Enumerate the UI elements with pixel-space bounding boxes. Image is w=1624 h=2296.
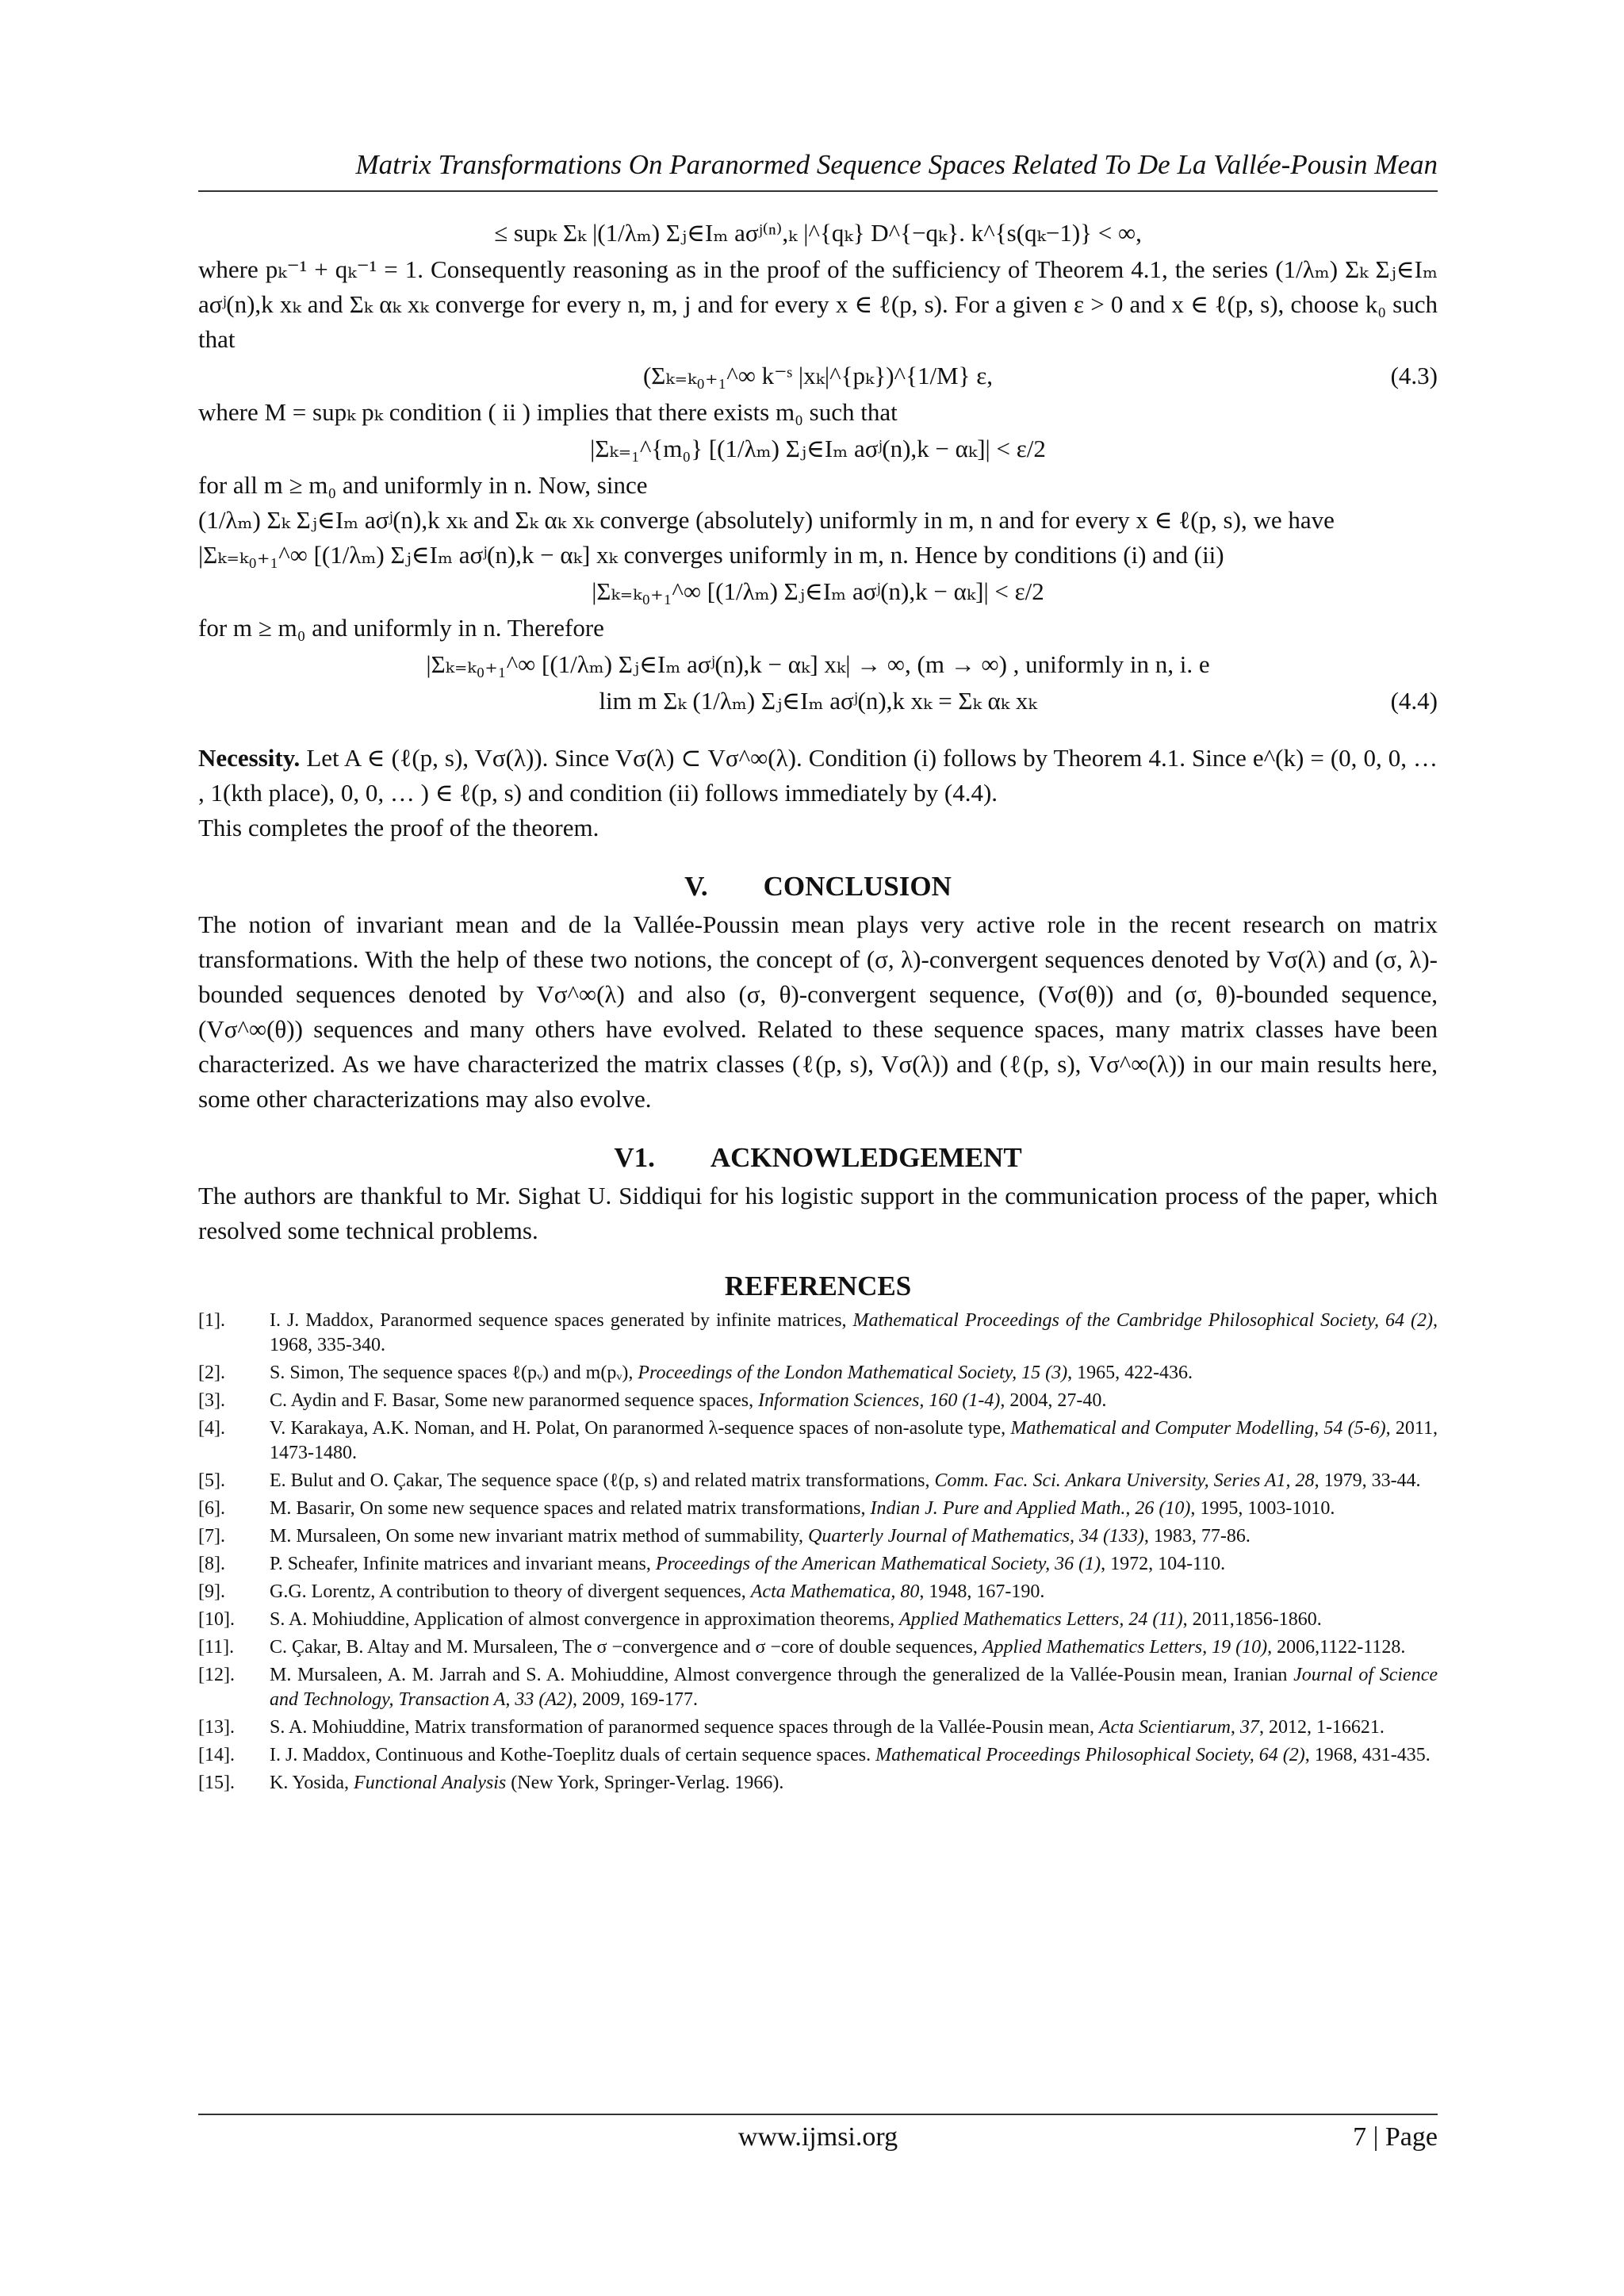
- reference-item: [198, 1635, 1438, 1660]
- equation-tail-bound: |Σₖ₌ₖ₀₊₁^∞ [(1/λₘ) Σⱼ∈Iₘ aσʲ(n),k − αₖ]| < ε/2: [592, 577, 1044, 605]
- reference-details: , 1968, 431-435.: [1304, 1745, 1431, 1765]
- reference-authors-title: S. Simon, The sequence spaces ℓ(pᵥ) and m(pᵥ),: [270, 1363, 638, 1383]
- reference-journal: Quarterly Journal of Mathematics, 34 (133): [807, 1526, 1144, 1547]
- reference-journal: Proceedings of the American Mathematical Society, 36 (1): [655, 1554, 1101, 1574]
- reference-item: [198, 1469, 1438, 1493]
- reference-authors-title: E. Bulut and O. Çakar, The sequence space (ℓ(p, s) and related matrix transformations,: [270, 1470, 935, 1491]
- reference-journal: Functional Analysis: [354, 1773, 507, 1793]
- equation-4-3-body: (Σₖ₌ₖ₀₊₁^∞ k⁻ˢ |xₖ|^{pₖ})^{1/M} ε,: [642, 362, 994, 389]
- reference-authors-title: M. Mursaleen, A. M. Jarrah and S. A. Mohiuddine, Almost convergence through the generalized de la Vallée-Pousin mean, Iranian: [270, 1665, 1294, 1685]
- reference-number: [12].: [198, 1665, 235, 1685]
- reference-details: (New York, Springer-Verlag. 1966).: [506, 1773, 784, 1793]
- references-heading: REFERENCES: [724, 1271, 912, 1301]
- reference-authors-title: M. Basarir, On some new sequence spaces and related matrix transformations,: [270, 1498, 871, 1519]
- reference-journal: Applied Mathematics Letters, 19 (10): [982, 1637, 1268, 1658]
- paragraph-proof-complete: This completes the proof of the theorem.: [198, 814, 599, 841]
- reference-number: [5].: [198, 1470, 225, 1491]
- reference-authors-title: G.G. Lorentz, A contribution to theory of divergent sequences,: [270, 1581, 751, 1602]
- reference-text: [270, 1309, 1438, 1358]
- reference-text: [270, 1389, 1438, 1413]
- reference-authors-title: P. Scheafer, Infinite matrices and invariant means,: [270, 1554, 656, 1574]
- reference-details: , 1972, 104-110.: [1101, 1554, 1226, 1574]
- reference-details: , 2006,1122-1128.: [1267, 1637, 1406, 1658]
- paragraph-sufficiency: where pₖ⁻¹ + qₖ⁻¹ = 1. Consequently reasoning as in the proof of the sufficiency of Theorem 4.1, the series (1/λₘ) Σₖ Σⱼ∈Iₘ aσʲ(n),k xₖ and Σₖ αₖ xₖ converge for every n, m, j and for every x ∈ ℓ(p, s). For a given ε > 0 and x ∈ ℓ(p, s), choose k₀ such that: [198, 255, 1438, 353]
- reference-number: [3].: [198, 1390, 225, 1411]
- reference-number: [15].: [198, 1773, 235, 1793]
- equation-bound: ≤ supₖ Σₖ |(1/λₘ) Σⱼ∈Iₘ aσʲ⁽ⁿ⁾,ₖ |^{qₖ} D^{−qₖ}. k^{s(qₖ−1)} < ∞,: [494, 219, 1142, 247]
- acknowledgement-title: ACKNOWLEDGEMENT: [710, 1142, 1022, 1173]
- conclusion-number: V.: [684, 871, 708, 902]
- reference-journal: Acta Mathematica, 80: [750, 1581, 920, 1602]
- reference-journal: Mathematical and Computer Modelling, 54 (5-6): [1010, 1418, 1386, 1439]
- reference-item: [198, 1309, 1438, 1358]
- acknowledgement-number: V1.: [614, 1142, 655, 1173]
- reference-details: , 1983, 77-86.: [1143, 1526, 1251, 1547]
- reference-text: [270, 1580, 1438, 1604]
- paragraph-converge-absolutely: (1/λₘ) Σₖ Σⱼ∈Iₘ aσʲ(n),k xₖ and Σₖ αₖ xₖ converge (absolutely) uniformly in m, n and for every x ∈ ℓ(p, s), we have: [198, 506, 1335, 534]
- reference-text: [270, 1663, 1438, 1712]
- necessity-text: Let A ∈ (ℓ(p, s), Vσ(λ)). Since Vσ(λ) ⊂ Vσ^∞(λ). Condition (i) follows by Theorem 4.1. Since e^(k) = (0, 0, 0, … , 1(kth place), 0, 0, … ) ∈ ℓ(p, s) and condition (ii) follows immediately by (4.4).: [198, 744, 1438, 807]
- reference-number: [8].: [198, 1554, 225, 1574]
- equation-4-3: [198, 358, 1438, 393]
- paragraph-necessity: [198, 741, 1438, 811]
- reference-details: , 2012, 1-16621.: [1258, 1717, 1385, 1738]
- references-list: [198, 1309, 1438, 1796]
- page-footer: [198, 2122, 1438, 2157]
- reference-details: , 2004, 27-40.: [1000, 1390, 1107, 1411]
- reference-item: [198, 1552, 1438, 1577]
- reference-number: [11].: [198, 1637, 235, 1658]
- reference-number: [6].: [198, 1498, 225, 1519]
- equation-4-4-body: lim m Σₖ (1/λₘ) Σⱼ∈Iₘ aσʲ(n),k xₖ = Σₖ αₖ xₖ: [599, 687, 1037, 715]
- reference-journal: Acta Scientiarum, 37: [1098, 1717, 1259, 1738]
- reference-text: [270, 1497, 1438, 1521]
- reference-number: [4].: [198, 1418, 225, 1439]
- reference-authors-title: S. A. Mohiuddine, Application of almost convergence in approximation theorems,: [270, 1609, 900, 1630]
- reference-number: [10].: [198, 1609, 235, 1630]
- reference-authors-title: I. J. Maddox, Continuous and Kothe-Toeplitz duals of certain sequence spaces.: [270, 1745, 876, 1765]
- paragraph-therefore: for m ≥ m₀ and uniformly in n. Therefore: [198, 614, 604, 642]
- reference-authors-title: C. Aydin and F. Basar, Some new paranormed sequence spaces,: [270, 1390, 759, 1411]
- reference-number: [1].: [198, 1310, 225, 1331]
- reference-number: [2].: [198, 1363, 225, 1383]
- reference-journal: Comm. Fac. Sci. Ankara University, Series A1, 28: [934, 1470, 1315, 1491]
- reference-text: [270, 1715, 1438, 1740]
- equation-limit-statement: |Σₖ₌ₖ₀₊₁^∞ [(1/λₘ) Σⱼ∈Iₘ aσʲ(n),k − αₖ] xₖ| → ∞, (m → ∞) , uniformly in n, i. e: [426, 650, 1210, 678]
- header-rule: [198, 190, 1438, 192]
- reference-authors-title: M. Mursaleen, On some new invariant matrix method of summability,: [270, 1526, 808, 1547]
- reference-number: [13].: [198, 1717, 235, 1738]
- reference-text: [270, 1608, 1438, 1632]
- reference-details: , 1948, 167-190.: [919, 1581, 1045, 1602]
- reference-details: , 2011, 1473-1480.: [270, 1418, 1438, 1463]
- reference-journal: Journal of Science and Technology, Transaction A, 33 (A2): [270, 1665, 1438, 1710]
- reference-journal: Applied Mathematics Letters, 24 (11): [899, 1609, 1183, 1630]
- footer-page-number: 7 | Page: [1353, 2122, 1438, 2152]
- equation-4-4-tag: (4.4): [1390, 687, 1438, 715]
- footer-website[interactable]: www.ijmsi.org: [737, 2122, 898, 2152]
- conclusion-text: The notion of invariant mean and de la Vallée-Poussin mean plays very active role in the recent research on matrix transformations. With the help of these two notions, the concept of (σ, λ)-convergent sequences denoted by Vσ(λ) and (σ, λ)-bounded sequences denoted by Vσ^∞(λ) and also (σ, θ)-convergent sequence, (Vσ(θ)) and (σ, θ)-bounded sequence, (Vσ^∞(θ)) sequences and many others have evolved. Related to these sequence spaces, many matrix classes have been characterized. As we have characterized the matrix classes (ℓ(p, s), Vσ(λ)) and (ℓ(p, s), Vσ^∞(λ)) in our main results here, some other characterizations may also evolve.: [198, 910, 1438, 1113]
- reference-item: [198, 1361, 1438, 1386]
- reference-text: [270, 1635, 1438, 1660]
- reference-journal: Mathematical Proceedings of the Cambridge Philosophical Society, 64 (2): [852, 1310, 1433, 1331]
- reference-authors-title: V. Karakaya, A.K. Noman, and H. Polat, On paranormed λ-sequence spaces of non-asolute type,: [270, 1418, 1011, 1439]
- reference-authors-title: I. J. Maddox, Paranormed sequence spaces generated by infinite matrices,: [270, 1310, 853, 1331]
- reference-journal: Proceedings of the London Mathematical Society, 15 (3): [638, 1363, 1068, 1383]
- reference-text: [270, 1469, 1438, 1493]
- reference-details: , 1979, 33-44.: [1314, 1470, 1421, 1491]
- footer-rule: [198, 2114, 1438, 2115]
- reference-item: [198, 1580, 1438, 1604]
- reference-item: [198, 1715, 1438, 1740]
- equation-4-3-tag: (4.3): [1390, 362, 1438, 389]
- reference-details: , 2011,1856-1860.: [1182, 1609, 1322, 1630]
- reference-item: [198, 1497, 1438, 1521]
- reference-text: [270, 1771, 1438, 1796]
- reference-authors-title: S. A. Mohiuddine, Matrix transformation of paranormed sequence spaces through de la Vallée-Pousin mean,: [270, 1717, 1099, 1738]
- reference-text: [270, 1361, 1438, 1386]
- reference-item: [198, 1608, 1438, 1632]
- reference-number: [14].: [198, 1745, 235, 1765]
- conclusion-title: CONCLUSION: [763, 871, 952, 902]
- reference-number: [9].: [198, 1581, 225, 1602]
- paragraph-condition-ii: where M = supₖ pₖ condition ( ii ) implies that there exists m₀ such that: [198, 398, 898, 426]
- reference-details: , 1968, 335-340.: [270, 1310, 1438, 1355]
- reference-journal: Mathematical Proceedings Philosophical Society, 64 (2): [875, 1745, 1305, 1765]
- equation-4-4: [198, 684, 1438, 719]
- necessity-label: Necessity.: [198, 744, 301, 772]
- reference-item: [198, 1524, 1438, 1549]
- reference-journal: Indian J. Pure and Applied Math., 26 (10): [870, 1498, 1191, 1519]
- main-content: [198, 214, 1438, 1799]
- reference-details: , 1965, 422-436.: [1067, 1363, 1193, 1383]
- reference-journal: Information Sciences, 160 (1-4): [758, 1390, 1001, 1411]
- conclusion-heading: [198, 869, 1438, 904]
- reference-item: [198, 1663, 1438, 1712]
- reference-details: , 1995, 1003-1010.: [1190, 1498, 1335, 1519]
- reference-item: [198, 1771, 1438, 1796]
- acknowledgement-text: The authors are thankful to Mr. Sighat U. Siddiqui for his logistic support in the communication process of the paper, which resolved some technical problems.: [198, 1182, 1438, 1244]
- reference-text: [270, 1743, 1438, 1768]
- reference-authors-title: C. Çakar, B. Altay and M. Mursaleen, The σ −convergence and σ −core of double sequences,: [270, 1637, 982, 1658]
- reference-item: [198, 1416, 1438, 1466]
- reference-details: , 2009, 169-177.: [573, 1689, 699, 1710]
- paragraph-converges-uniformly: |Σₖ₌ₖ₀₊₁^∞ [(1/λₘ) Σⱼ∈Iₘ aσʲ(n),k − αₖ] xₖ converges uniformly in m, n. Hence by conditions (i) and (ii): [198, 541, 1224, 569]
- reference-number: [7].: [198, 1526, 225, 1547]
- reference-text: [270, 1524, 1438, 1549]
- reference-text: [270, 1416, 1438, 1466]
- acknowledgement-heading: [198, 1140, 1438, 1175]
- paragraph-uniformly: for all m ≥ m₀ and uniformly in n. Now, since: [198, 471, 648, 499]
- reference-item: [198, 1743, 1438, 1768]
- reference-item: [198, 1389, 1438, 1413]
- equation-m0-bound: |Σₖ₌₁^{m₀} [(1/λₘ) Σⱼ∈Iₘ aσʲ(n),k − αₖ]| < ε/2: [590, 435, 1046, 462]
- reference-text: [270, 1552, 1438, 1577]
- reference-authors-title: K. Yosida,: [270, 1773, 354, 1793]
- running-header: Matrix Transformations On Paranormed Sequence Spaces Related To De La Vallée-Pousin Mean: [355, 149, 1438, 180]
